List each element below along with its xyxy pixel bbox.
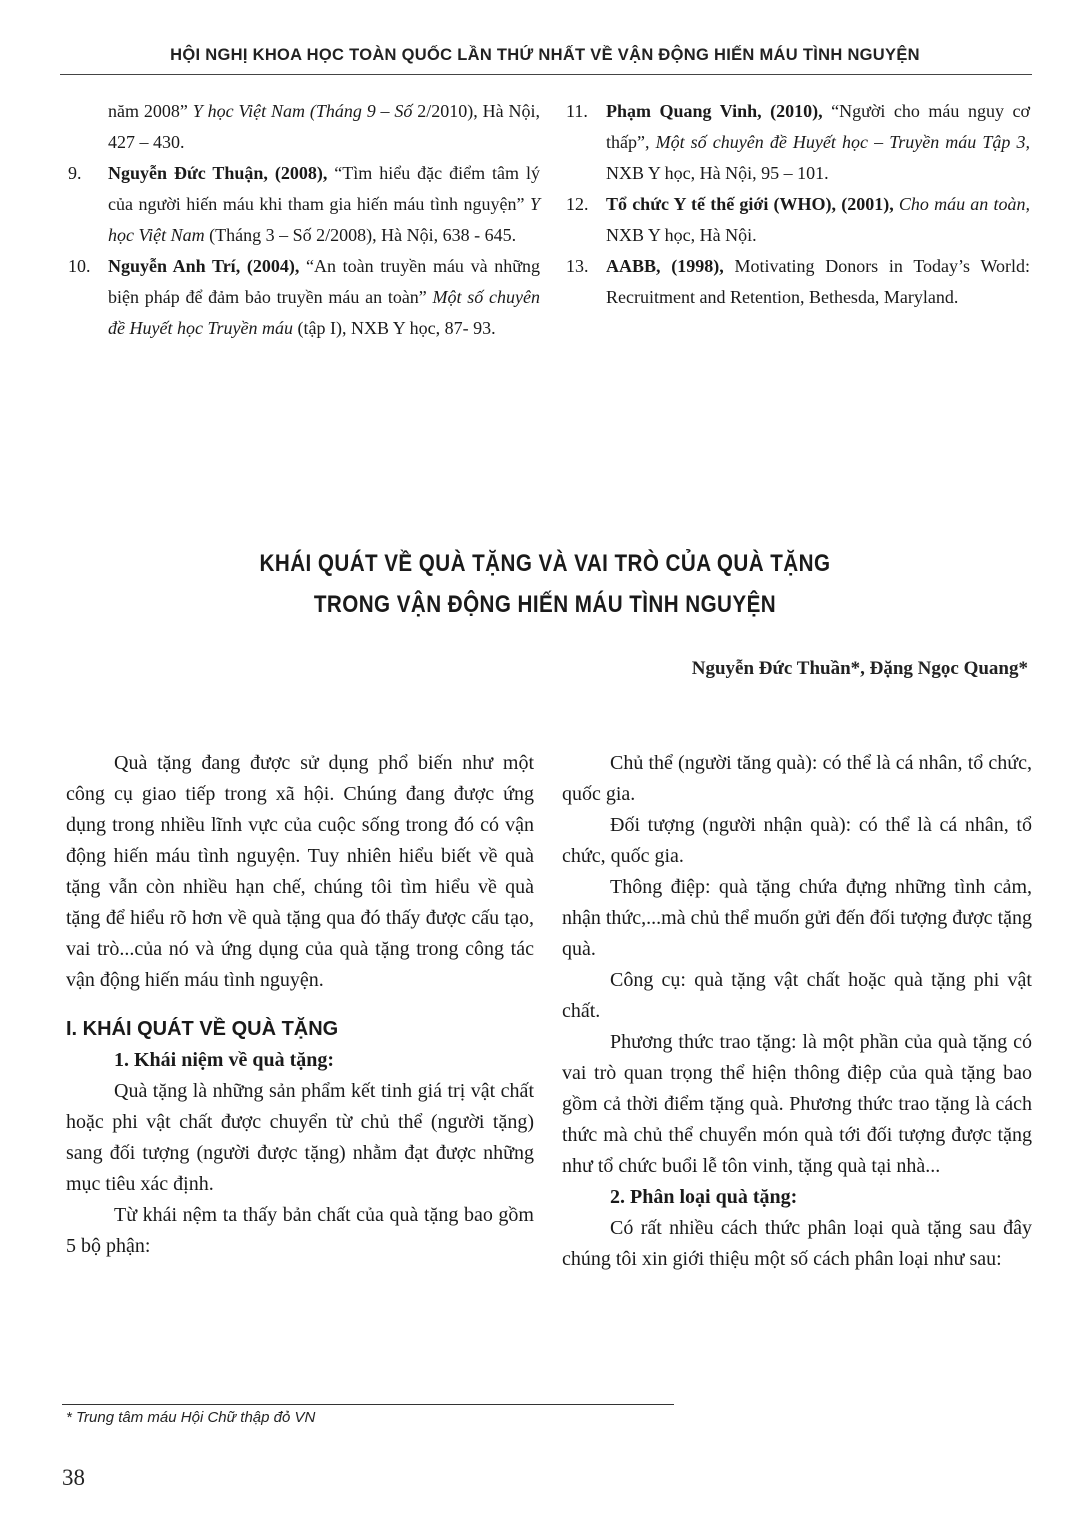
body-left-column — [66, 748, 534, 1262]
reference-12: 12. Tổ chức Y tế thế giới (WHO), (2001), Cho máu an toàn, NXB Y học, Hà Nội. — [566, 194, 1030, 245]
footnote-rule — [62, 1404, 674, 1405]
header-rule — [60, 74, 1032, 75]
reference-13: 13. AABB, (1998), Motivating Donors in Today’s World: Recruitment and Retention, Bethesda, Maryland. — [566, 256, 1031, 307]
component-message: Thông điệp: quà tặng chứa đựng những tình cảm, nhận thức,...mà chủ thể muốn gửi đến đối tượng được tặng quà. — [562, 876, 1032, 960]
component-tool: Công cụ: quà tặng vật chất hoặc quà tặng phi vật chất. — [562, 969, 1032, 1022]
component-subject: Chủ thể (người tăng quà): có thể là cá nhân, tổ chức, quốc gia. — [562, 752, 1032, 805]
running-header: HỘI NGHỊ KHOA HỌC TOÀN QUỐC LẦN THỨ NHẤT VỀ VẬN ĐỘNG HIẾN MÁU TÌNH NGUYỆN — [170, 46, 920, 64]
component-recipient: Đối tượng (người nhận quà): có thể là cá nhân, tổ chức, quốc gia. — [562, 814, 1032, 867]
article-title-line-1: KHÁI QUÁT VỀ QUÀ TẶNG VÀ VAI TRÒ CỦA QUÀ TẶNG — [259, 550, 831, 577]
references-left-column — [62, 96, 540, 344]
subsection-1-paragraph-2: Từ khái nệm ta thấy bản chất của quà tặng bao gồm 5 bộ phận: — [66, 1204, 534, 1257]
component-method: Phương thức trao tặng: là một phần của quà tặng có vai trò quan trọng thể hiện thông điệp của quà tặng bao gồm cả thời điểm tặng quà. Phương thức trao tặng là cách thức mà chủ thể chuyển món quà tới đối tượng được tặng như tổ chức buổi lễ tôn vinh, tặng quà tại nhà... — [562, 1031, 1032, 1177]
subsection-1-heading: 1. Khái niệm về quà tặng: — [114, 1049, 335, 1071]
intro-paragraph: Quà tặng đang được sử dụng phổ biến như một công cụ giao tiếp trong xã hội. Chúng đang được ứng dụng trong nhiều lĩnh vực của cuộc sống trong đó có vận động hiến máu tình nguyện. Tuy nhiên hiểu biết về quà tặng vẫn còn nhiều hạn chế, chúng tôi tìm hiểu về quà tặng để hiểu rõ hơn về quà tặng qua đó thấy được cấu tạo, vai trò...của nó và ứng dụng của quà tặng trong công tác vận động hiến máu tình nguyện. — [66, 752, 534, 991]
section-1-heading: I. KHÁI QUÁT VỀ QUÀ TẶNG — [66, 1018, 339, 1040]
article-authors: Nguyễn Đức Thuần*, Đặng Ngọc Quang* — [691, 658, 1028, 679]
subsection-2-heading: 2. Phân loại quà tặng: — [610, 1186, 798, 1208]
footnote: * Trung tâm máu Hội Chữ thập đỏ VN — [66, 1409, 316, 1426]
reference-11: 11. Phạm Quang Vinh, (2010), “Người cho máu nguy cơ thấp”, Một số chuyên đề Huyết học – Truyền máu Tập 3, NXB Y học, Hà Nội, 95 – 101. — [566, 101, 1030, 183]
body-right-column — [562, 748, 1032, 1275]
subsection-1-paragraph-1: Quà tặng là những sản phẩm kết tinh giá trị vật chất hoặc phi vật chất được chuyển từ chủ thể (người tặng) sang đối tượng (người được tặng) nhằm đạt được những mục tiêu xác định. — [66, 1080, 534, 1195]
reference-9: 9. Nguyễn Đức Thuận, (2008), “Tìm hiểu đặc điểm tâm lý của người hiến máu khi tham gia hiến máu tình nguyện” Y học Việt Nam (Tháng 3 – Số 2/2008), Hà Nội, 638 - 645. — [68, 163, 540, 245]
references-right-column — [560, 96, 1030, 313]
reference-8-continued: năm 2008” Y học Việt Nam (Tháng 9 – Số 2/2010), Hà Nội, 427 – 430. — [108, 101, 540, 152]
reference-10: 10. Nguyễn Anh Trí, (2004), “An toàn truyền máu và những biện pháp để đảm bảo truyền máu an toàn” Một số chuyên đề Huyết học Truyền máu (tập I), NXB Y học, 87- 93. — [68, 256, 540, 338]
page-number: 38 — [62, 1465, 85, 1490]
subsection-2-paragraph-1: Có rất nhiều cách thức phân loại quà tặng sau đây chúng tôi xin giới thiệu một số cách phân loại như sau: — [562, 1217, 1032, 1270]
article-title-line-2: TRONG VẬN ĐỘNG HIẾN MÁU TÌNH NGUYỆN — [313, 591, 777, 618]
